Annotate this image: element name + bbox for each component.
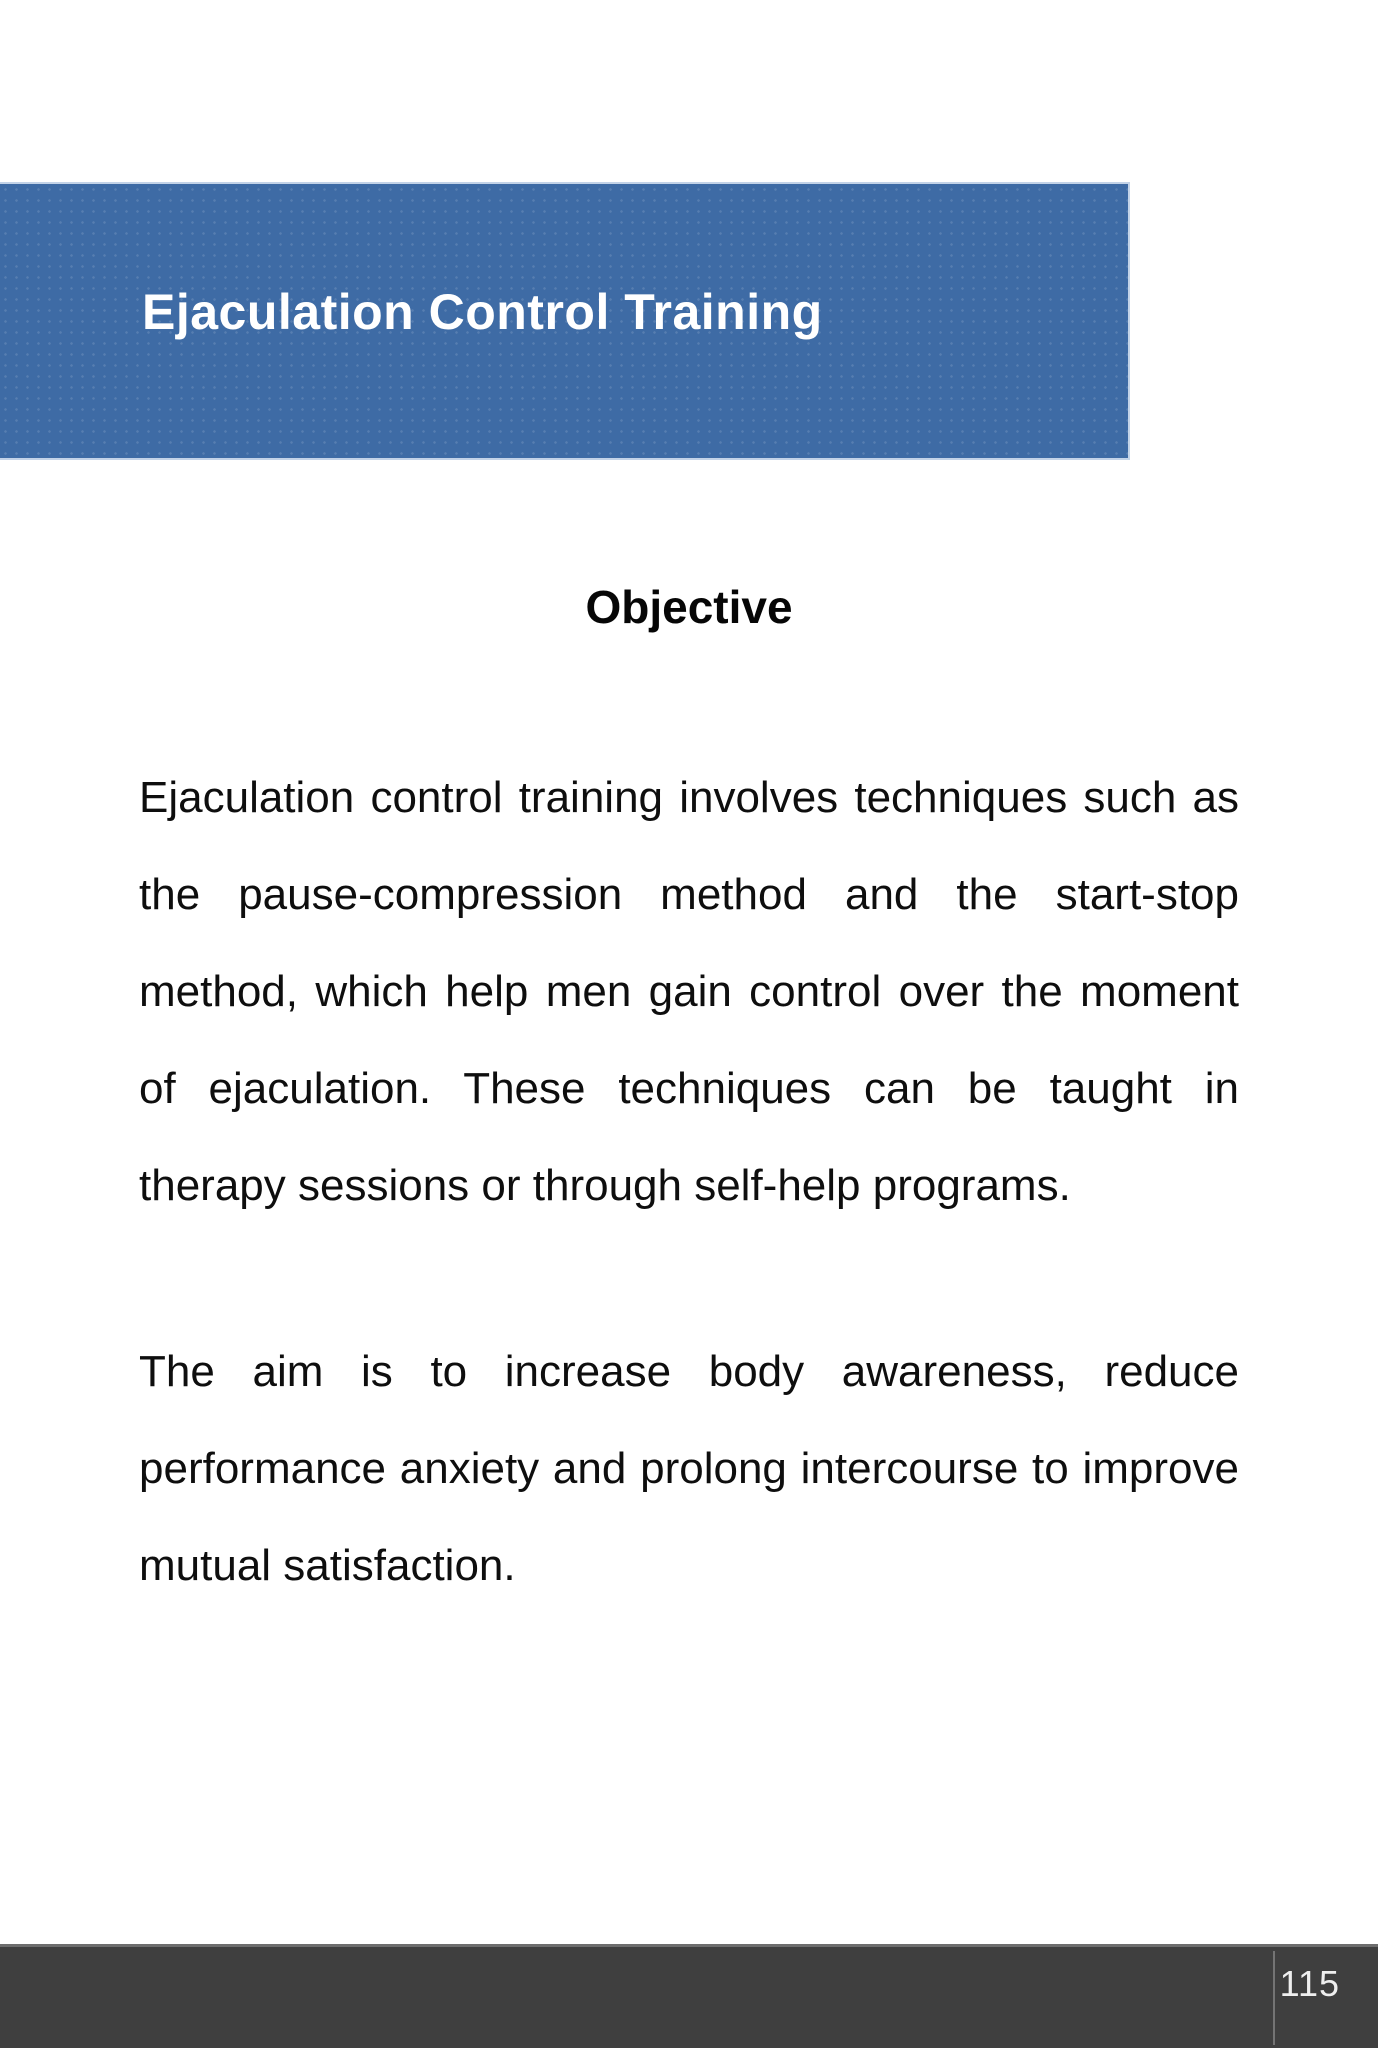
section-heading: Objective xyxy=(585,581,793,633)
body-paragraph-1: Ejaculation control training involves techniques such as the pause-compression method and the start-stop method, which help men gain control over the moment of ejaculation. These techniques can be taught in therapy sessions or through self-help programs. xyxy=(139,773,1239,1210)
body-paragraph-2: The aim is to increase body awareness, reduce performance anxiety and prolong intercourse to improve mutual satisfaction. xyxy=(139,1347,1239,1590)
chapter-title: Ejaculation Control Training xyxy=(142,284,823,340)
footer-bar xyxy=(0,1944,1378,2048)
chapter-title-banner xyxy=(0,182,1130,460)
footer-separator-line xyxy=(1273,1951,1275,2045)
page-number: 115 xyxy=(1279,1963,1340,2004)
